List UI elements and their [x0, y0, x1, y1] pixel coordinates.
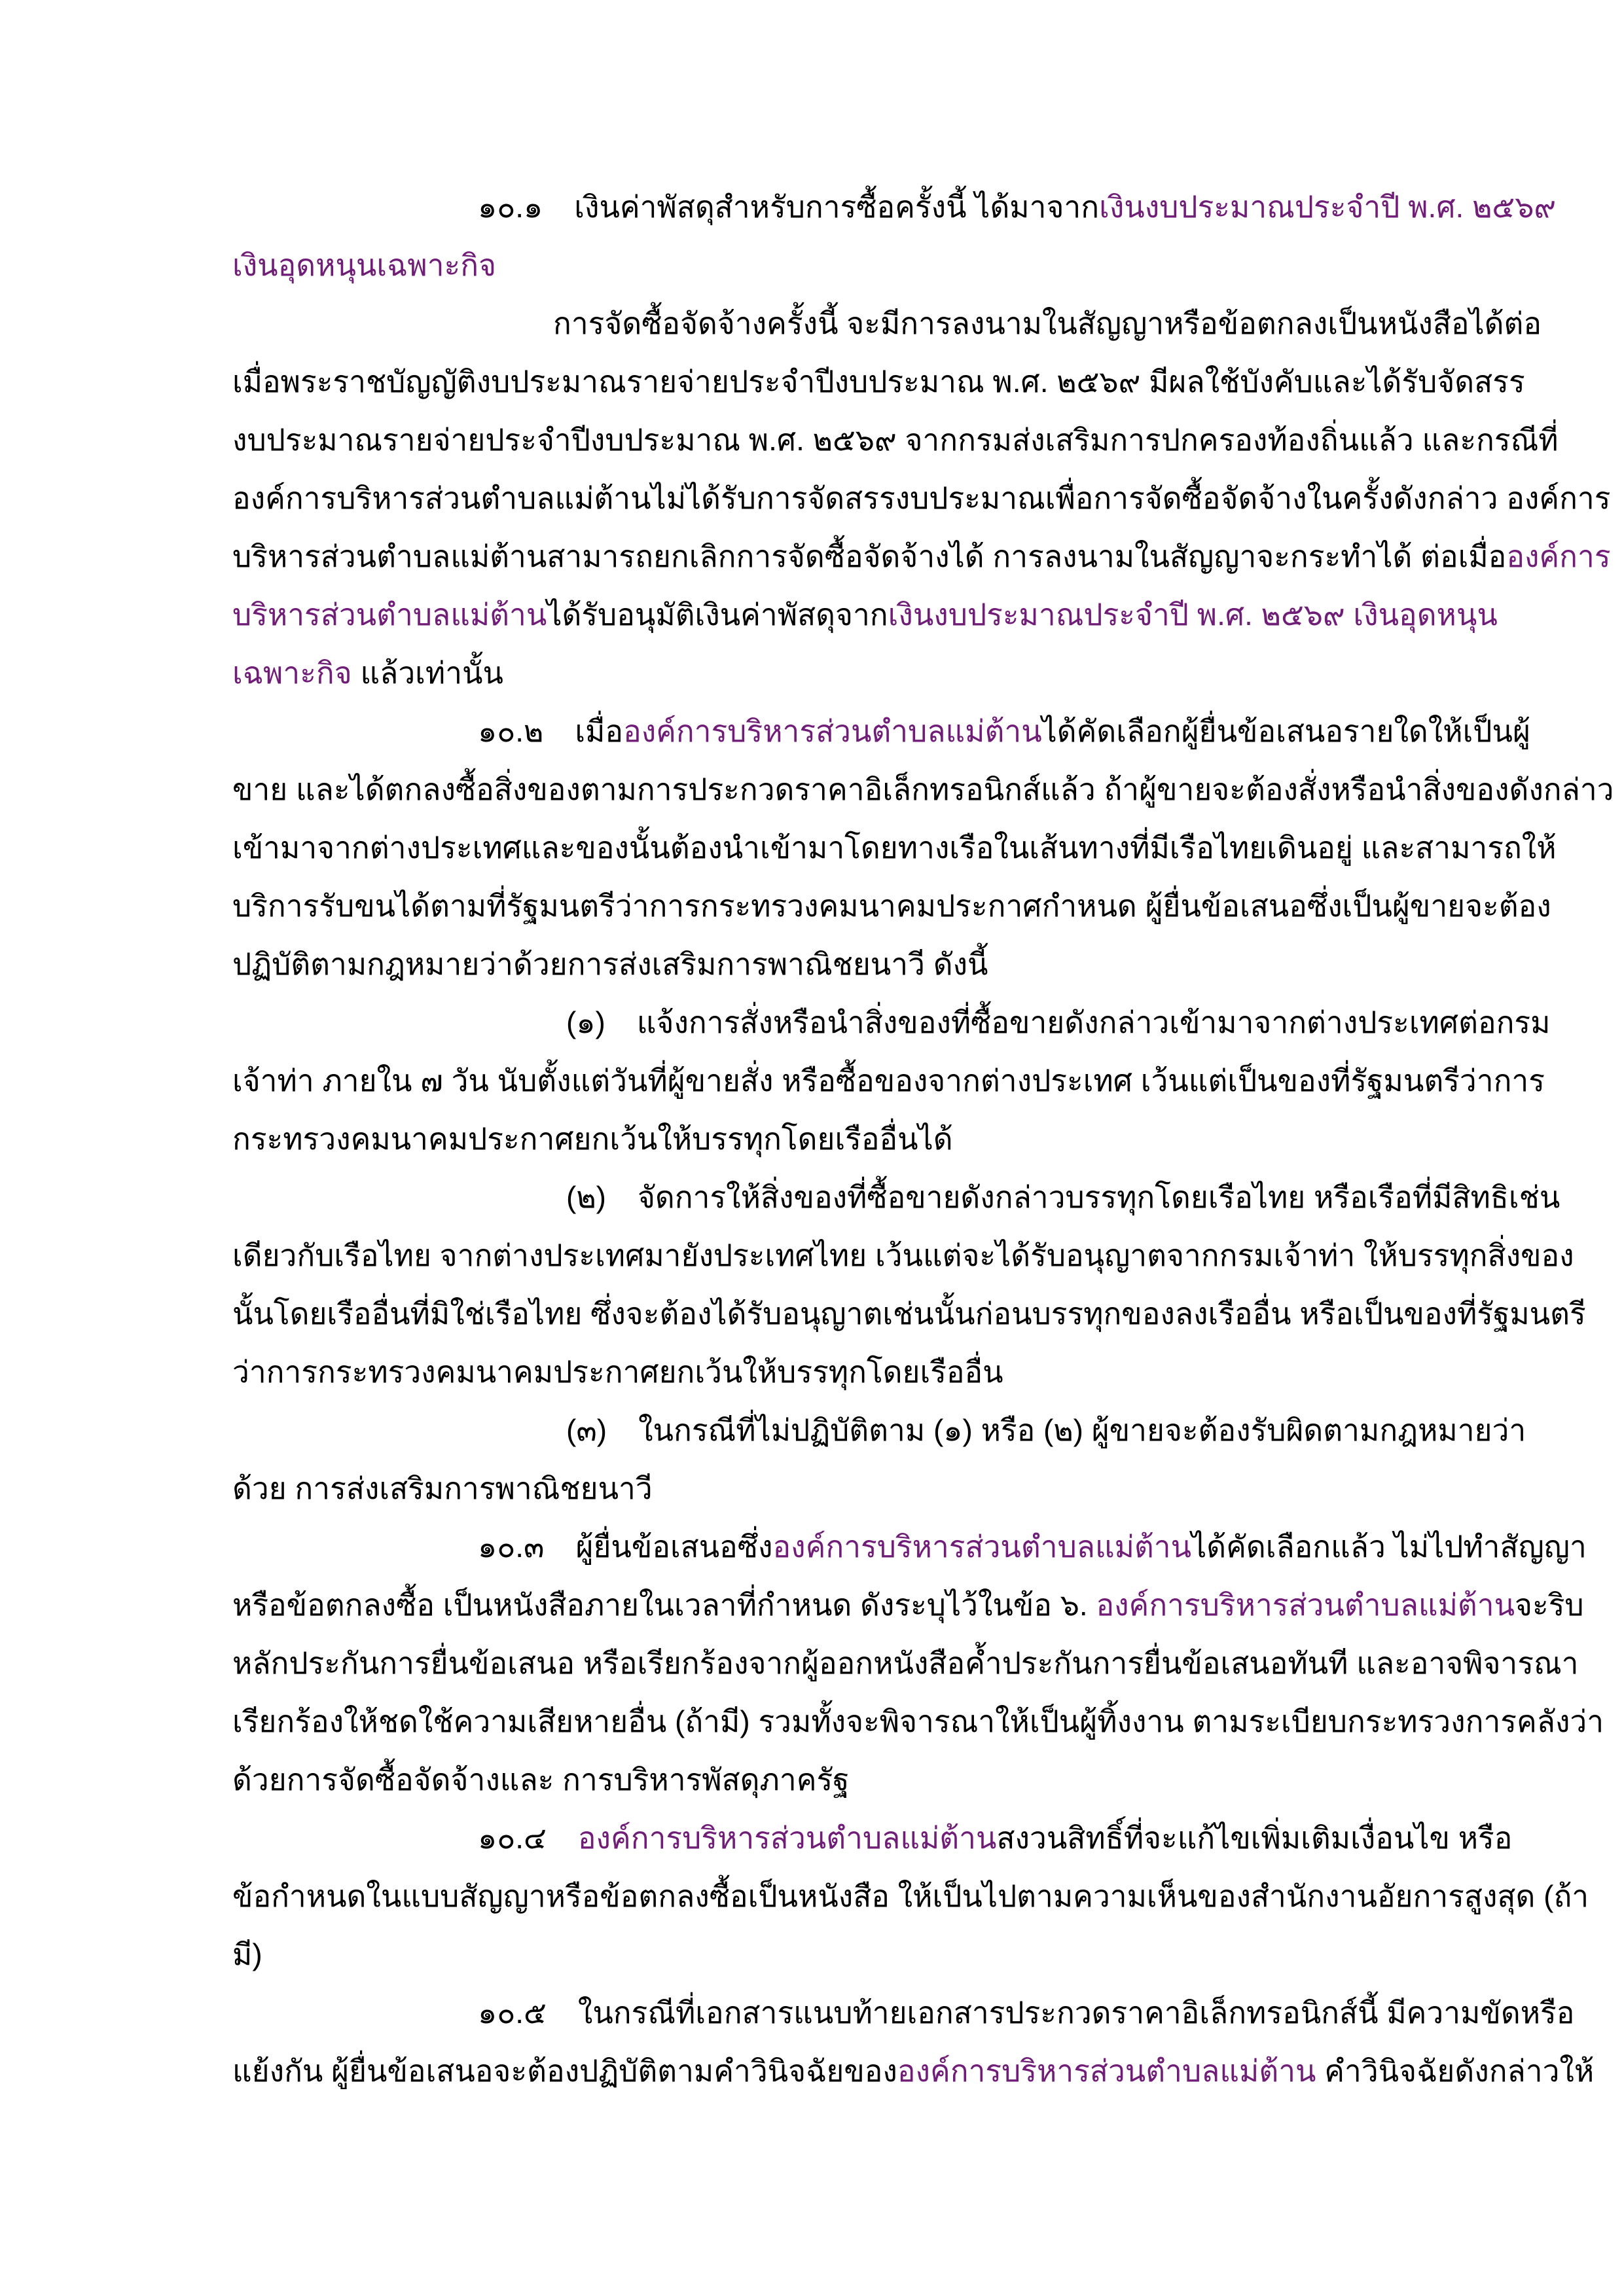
highlighted-text-segment: องค์การบริหารส่วนตำบลแม่ต้าน [577, 1821, 997, 1855]
highlighted-text-segment: องค์การ [1506, 539, 1611, 573]
clause-number: ๑๐.๓ [478, 1530, 545, 1564]
clause-number: (๑) [566, 1005, 605, 1039]
text-line [232, 1926, 1528, 1984]
text-segment: บริการรับขนได้ตามที่รัฐมนตรีว่าการกระทรวงคมนาคมประกาศกำหนด ผู้ยื่นข้อเสนอซึ่งเป็นผู้ขายจะต้อง [232, 889, 1551, 923]
text-line [232, 1576, 1584, 1634]
text-segment: เข้ามาจากต่างประเทศและของนั้นต้องนำเข้ามาโดยทางเรือในเส้นทางที่มีเรือไทยเดินอยู่ และสามารถให้ [232, 831, 1557, 865]
text-segment: ได้คัดเลือกแล้ว ไม่ไปทำสัญญา [1191, 1530, 1587, 1564]
text-segment: มี) [232, 1937, 262, 1971]
text-segment: เงินค่าพัสดุสำหรับการซื้อครั้งนี้ ได้มาจาก [574, 190, 1100, 224]
text-line [232, 1460, 1528, 1518]
text-line [232, 586, 1528, 644]
clause-number: ๑๐.๑ [478, 190, 543, 224]
text-line [232, 1867, 1589, 1926]
text-line [232, 1809, 1528, 1867]
text-line [232, 1401, 1528, 1460]
text-segment: การจัดซื้อจัดจ้างครั้งนี้ จะมีการลงนามในสัญญาหรือข้อตกลงเป็นหนังสือได้ต่อ [553, 306, 1542, 340]
highlighted-text-segment: องค์การบริหารส่วนตำบลแม่ต้าน [897, 2054, 1316, 2088]
highlighted-text-segment: องค์การบริหารส่วนตำบลแม่ต้าน [1096, 1588, 1515, 1622]
text-line [232, 1634, 1579, 1693]
text-segment: ว่าการกระทรวงคมนาคมประกาศยกเว้นให้บรรทุกโดยเรืออื่น [232, 1355, 1003, 1389]
text-line [232, 2042, 1595, 2100]
text-line [232, 528, 1611, 586]
highlighted-text-segment: เงินงบประมาณประจำปี พ.ศ. ๒๕๖๙ [1099, 190, 1557, 224]
text-segment: หรือข้อตกลงซื้อ เป็นหนังสือภายในเวลาที่กำหนด ดังระบุไว้ในข้อ ๖. [232, 1588, 1096, 1622]
text-line [232, 353, 1528, 411]
text-line [232, 819, 1557, 877]
clause-number: ๑๐.๒ [478, 714, 544, 748]
text-line [232, 702, 1528, 761]
highlighted-text-segment: เฉพาะกิจ [232, 656, 352, 690]
text-line [232, 1693, 1604, 1751]
text-segment: ผู้ยื่นข้อเสนอซึ่ง [575, 1530, 773, 1564]
text-line [232, 1984, 1575, 2042]
text-line [232, 1227, 1574, 1285]
text-line [232, 994, 1551, 1052]
clause-number: (๒) [566, 1180, 606, 1214]
text-segment: บริหารส่วนตำบลแม่ต้านสามารถยกเลิกการจัดซื้อจัดจ้างได้ การลงนามในสัญญาจะกระทำได้ ต่อเมื่อ [232, 539, 1507, 573]
highlighted-text-segment: เงินอุดหนุนเฉพาะกิจ [232, 248, 497, 282]
text-segment: เรียกร้องให้ชดใช้ความเสียหายอื่น (ถ้ามี) รวมทั้งจะพิจารณาให้เป็นผู้ทิ้งงาน ตามระเบียบกระทรวงการคลังว่า [232, 1704, 1604, 1738]
text-line [232, 295, 1542, 353]
text-segment: จัดการให้สิ่งของที่ซื้อขายดังกล่าวบรรทุกโดยเรือไทย หรือเรือที่มีสิทธิเช่น [637, 1180, 1561, 1214]
text-line [232, 1168, 1561, 1227]
text-segment: จะริบ [1515, 1588, 1584, 1622]
highlighted-text-segment: องค์การบริหารส่วนตำบลแม่ต้าน [772, 1530, 1192, 1564]
text-segment: ข้อกำหนดในแบบสัญญาหรือข้อตกลงซื้อเป็นหนังสือ ให้เป็นไปตามความเห็นของสำนักงานอัยการสูงสุด (ถ้า [232, 1879, 1589, 1913]
text-segment: ในกรณีที่เอกสารแนบท้ายเอกสารประกวดราคาอิเล็กทรอนิกส์นี้ มีความขัดหรือ [577, 1996, 1575, 2030]
text-segment: กระทรวงคมนาคมประกาศยกเว้นให้บรรทุกโดยเรืออื่นได้ [232, 1122, 953, 1156]
text-segment: ด้วยการจัดซื้อจัดจ้างและ การบริหารพัสดุภาครัฐ [232, 1763, 850, 1797]
highlighted-text-segment: องค์การบริหารส่วนตำบลแม่ต้าน [623, 714, 1042, 748]
text-line [232, 935, 1528, 994]
text-segment: ได้รับอนุมัติเงินค่าพัสดุจาก [547, 598, 888, 632]
page-content [232, 178, 1614, 2100]
text-segment: ปฏิบัติตามกฎหมายว่าด้วยการส่งเสริมการพาณิชยนาวี ดังนี้ [232, 947, 988, 981]
text-segment: องค์การบริหารส่วนตำบลแม่ต้านไม่ได้รับการจัดสรรงบประมาณเพื่อการจัดซื้อจัดจ้างในครั้งดังกล่าว องค์การ [232, 481, 1611, 515]
text-segment: นั้นโดยเรืออื่นที่มิใช่เรือไทย ซึ่งจะต้องได้รับอนุญาตเช่นนั้นก่อนบรรทุกของลงเรืออื่น หรือเป็นของที่รัฐมนตรี [232, 1297, 1586, 1331]
text-line [232, 761, 1614, 819]
text-line [232, 1343, 1528, 1401]
text-segment: แล้วเท่านั้น [352, 656, 503, 690]
text-line [232, 1518, 1587, 1576]
clause-number: ๑๐.๕ [478, 1996, 547, 2030]
text-segment: คำวินิจฉัยดังกล่าวให้ [1316, 2054, 1595, 2088]
clause-number: (๓) [566, 1413, 607, 1447]
text-line [232, 1052, 1545, 1110]
text-segment: เมื่อพระราชบัญญัติงบประมาณรายจ่ายประจำปีงบประมาณ พ.ศ. ๒๕๖๙ มีผลใช้บังคับและได้รับจัดสรร [232, 365, 1525, 399]
text-segment: ขาย และได้ตกลงซื้อสิ่งของตามการประกวดราคาอิเล็กทรอนิกส์แล้ว ถ้าผู้ขายจะต้องสั่งหรือนำสิ่งของดังกล่าว [232, 772, 1614, 806]
text-segment: ด้วย การส่งเสริมการพาณิชยนาวี [232, 1471, 653, 1505]
text-segment: เมื่อ [575, 714, 624, 748]
text-segment: ได้คัดเลือกผู้ยื่นข้อเสนอรายใดให้เป็นผู้ [1041, 714, 1530, 748]
text-segment: แจ้งการสั่งหรือนำสิ่งของที่ซื้อขายดังกล่าวเข้ามาจากต่างประเทศต่อกรม [636, 1005, 1551, 1039]
text-segment: งบประมาณรายจ่ายประจำปีงบประมาณ พ.ศ. ๒๕๖๙ จากกรมส่งเสริมการปกครองท้องถิ่นแล้ว และกรณีที่ [232, 423, 1559, 457]
text-line [232, 644, 1528, 702]
clause-number: ๑๐.๔ [478, 1821, 547, 1855]
text-line [232, 411, 1559, 469]
text-segment: เจ้าท่า ภายใน ๗ วัน นับตั้งแต่วันที่ผู้ขายสั่ง หรือซื้อของจากต่างประเทศ เว้นแต่เป็นของที่รัฐมนตรีว่าการ [232, 1064, 1545, 1098]
text-line [232, 1110, 1528, 1168]
text-segment: สงวนสิทธิ์ที่จะแก้ไขเพิ่มเติมเงื่อนไข หรือ [996, 1821, 1513, 1855]
text-segment: หลักประกันการยื่นข้อเสนอ หรือเรียกร้องจากผู้ออกหนังสือค้ำประกันการยื่นข้อเสนอทันที และอาจพิจารณา [232, 1646, 1579, 1680]
text-line [232, 178, 1557, 236]
text-line [232, 1751, 1528, 1809]
text-line [232, 469, 1611, 528]
text-line [232, 236, 1528, 295]
text-segment: แย้งกัน ผู้ยื่นข้อเสนอจะต้องปฏิบัติตามคำวินิจฉัยของ [232, 2054, 897, 2088]
highlighted-text-segment: บริหารส่วนตำบลแม่ต้าน [232, 598, 547, 632]
text-segment: เดียวกับเรือไทย จากต่างประเทศมายังประเทศไทย เว้นแต่จะได้รับอนุญาตจากกรมเจ้าท่า ให้บรรทุกสิ่งของ [232, 1238, 1574, 1272]
text-segment: ในกรณีที่ไม่ปฏิบัติตาม (๑) หรือ (๒) ผู้ขายจะต้องรับผิดตามกฎหมายว่า [638, 1413, 1526, 1447]
text-line [232, 1285, 1586, 1343]
text-line [232, 877, 1551, 935]
highlighted-text-segment: เงินงบประมาณประจำปี พ.ศ. ๒๕๖๙ เงินอุดหนุน [888, 598, 1498, 632]
